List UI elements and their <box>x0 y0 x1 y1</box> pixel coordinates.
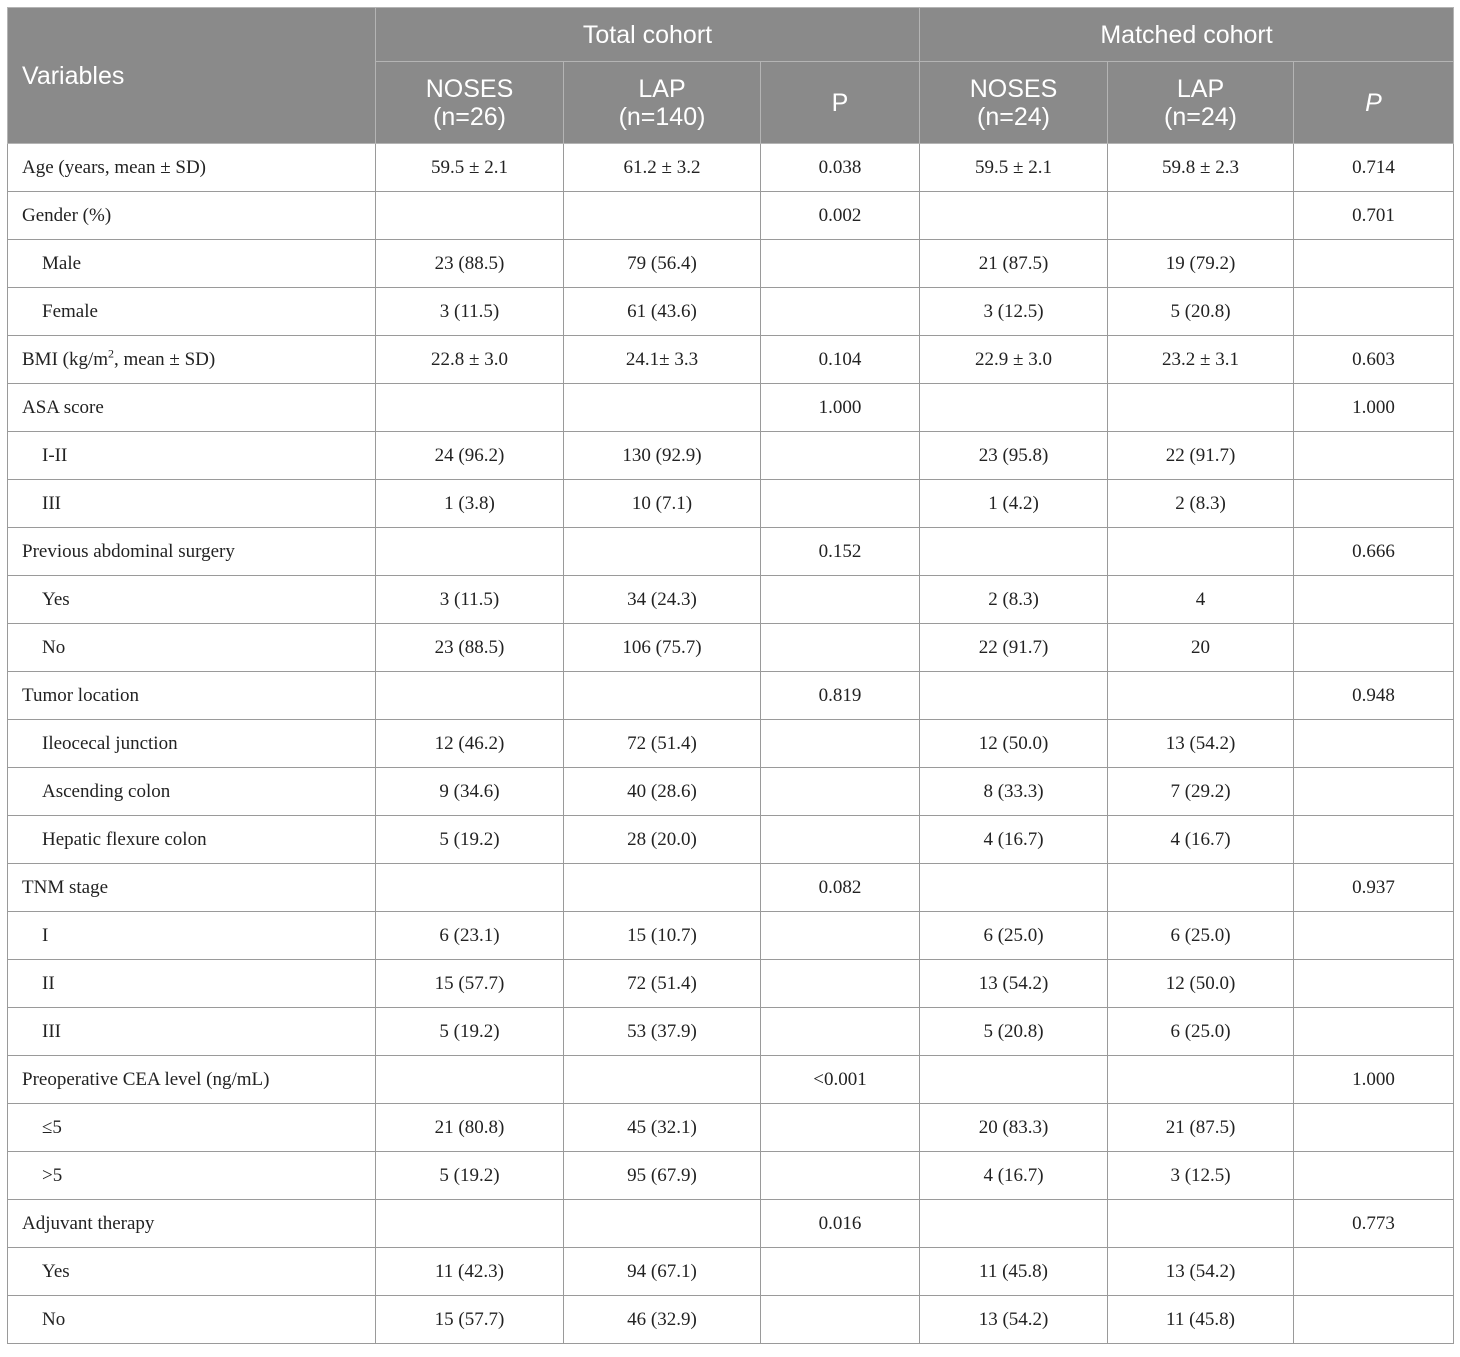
cell-total-p: 1.000 <box>761 384 920 432</box>
header-total-lap <box>564 62 761 144</box>
cell-matched-lap: 6 (25.0) <box>1108 912 1294 960</box>
cell-total-lap <box>564 672 761 720</box>
cell-matched-lap: 12 (50.0) <box>1108 960 1294 1008</box>
cell-matched-noses <box>920 672 1108 720</box>
cell-matched-lap: 4 <box>1108 576 1294 624</box>
table-row <box>8 576 1454 624</box>
cell-total-lap: 46 (32.9) <box>564 1296 761 1344</box>
table-row <box>8 192 1454 240</box>
cell-total-noses <box>376 1200 564 1248</box>
cell-total-p <box>761 1008 920 1056</box>
cell-matched-lap <box>1108 1056 1294 1104</box>
cell-matched-noses: 21 (87.5) <box>920 240 1108 288</box>
row-label: Ileocecal junction <box>8 720 376 768</box>
cell-total-lap: 72 (51.4) <box>564 960 761 1008</box>
cell-matched-lap: 23.2 ± 3.1 <box>1108 336 1294 384</box>
row-label-superscript: 2 <box>108 346 115 361</box>
cell-matched-noses: 4 (16.7) <box>920 816 1108 864</box>
cell-total-noses: 21 (80.8) <box>376 1104 564 1152</box>
header-matched-p <box>1294 62 1454 144</box>
row-label: Tumor location <box>8 672 376 720</box>
row-label: Yes <box>8 1248 376 1296</box>
cell-matched-p <box>1294 432 1454 480</box>
cell-total-noses: 5 (19.2) <box>376 1008 564 1056</box>
row-label: Female <box>8 288 376 336</box>
table-row <box>8 1152 1454 1200</box>
header-matched-cohort: Matched cohort <box>920 8 1454 62</box>
table-row <box>8 1056 1454 1104</box>
cell-matched-noses: 1 (4.2) <box>920 480 1108 528</box>
row-label: Adjuvant therapy <box>8 1200 376 1248</box>
cell-matched-p <box>1294 912 1454 960</box>
header-line2: (n=26) <box>433 102 506 131</box>
cell-total-noses: 6 (23.1) <box>376 912 564 960</box>
header-line1: LAP <box>638 74 686 103</box>
table-row <box>8 672 1454 720</box>
table-row <box>8 240 1454 288</box>
table-row <box>8 1008 1454 1056</box>
cell-total-p <box>761 1248 920 1296</box>
cell-matched-noses: 22.9 ± 3.0 <box>920 336 1108 384</box>
cell-matched-lap: 6 (25.0) <box>1108 1008 1294 1056</box>
row-label: >5 <box>8 1152 376 1200</box>
cell-matched-noses: 23 (95.8) <box>920 432 1108 480</box>
table-row <box>8 432 1454 480</box>
cell-matched-p <box>1294 816 1454 864</box>
table-row <box>8 912 1454 960</box>
cell-total-noses <box>376 1056 564 1104</box>
header-total-cohort: Total cohort <box>376 8 920 62</box>
cell-matched-noses <box>920 1056 1108 1104</box>
table-row <box>8 528 1454 576</box>
cell-matched-p <box>1294 288 1454 336</box>
cell-matched-p: 0.948 <box>1294 672 1454 720</box>
row-label: Age (years, mean ± SD) <box>8 144 376 192</box>
cell-total-noses: 24 (96.2) <box>376 432 564 480</box>
header-variables: Variables <box>8 8 376 144</box>
header-line1: NOSES <box>425 74 514 103</box>
row-label: I <box>8 912 376 960</box>
cell-matched-lap <box>1108 864 1294 912</box>
cell-total-noses: 3 (11.5) <box>376 576 564 624</box>
row-label: I-II <box>8 432 376 480</box>
cell-total-lap <box>564 528 761 576</box>
cell-matched-lap <box>1108 528 1294 576</box>
cell-matched-p <box>1294 1296 1454 1344</box>
cell-total-lap: 15 (10.7) <box>564 912 761 960</box>
cell-total-lap: 53 (37.9) <box>564 1008 761 1056</box>
cell-matched-noses: 8 (33.3) <box>920 768 1108 816</box>
cell-matched-noses: 4 (16.7) <box>920 1152 1108 1200</box>
cell-total-lap: 61.2 ± 3.2 <box>564 144 761 192</box>
cell-total-lap: 61 (43.6) <box>564 288 761 336</box>
cell-total-noses <box>376 864 564 912</box>
cell-matched-p <box>1294 720 1454 768</box>
cell-total-lap <box>564 1056 761 1104</box>
cell-total-lap: 28 (20.0) <box>564 816 761 864</box>
cell-matched-noses: 20 (83.3) <box>920 1104 1108 1152</box>
cell-matched-noses <box>920 384 1108 432</box>
baseline-characteristics-table-container <box>7 7 1453 1344</box>
cell-total-p <box>761 1296 920 1344</box>
cell-matched-lap: 19 (79.2) <box>1108 240 1294 288</box>
cell-total-lap <box>564 864 761 912</box>
cell-matched-lap <box>1108 384 1294 432</box>
cell-total-p: <0.001 <box>761 1056 920 1104</box>
cell-total-p <box>761 432 920 480</box>
cell-total-p <box>761 288 920 336</box>
row-label: ≤5 <box>8 1104 376 1152</box>
cell-matched-noses: 6 (25.0) <box>920 912 1108 960</box>
cell-total-noses: 11 (42.3) <box>376 1248 564 1296</box>
cell-total-lap: 45 (32.1) <box>564 1104 761 1152</box>
header-matched-lap <box>1108 62 1294 144</box>
cell-total-noses: 1 (3.8) <box>376 480 564 528</box>
cell-total-p: 0.016 <box>761 1200 920 1248</box>
row-label: III <box>8 480 376 528</box>
cell-matched-p <box>1294 768 1454 816</box>
cell-total-p <box>761 1104 920 1152</box>
cell-matched-p <box>1294 960 1454 1008</box>
cell-matched-noses: 59.5 ± 2.1 <box>920 144 1108 192</box>
cell-total-noses: 23 (88.5) <box>376 624 564 672</box>
cell-total-p <box>761 240 920 288</box>
cell-total-lap: 130 (92.9) <box>564 432 761 480</box>
cell-matched-p <box>1294 576 1454 624</box>
table-row <box>8 864 1454 912</box>
cell-matched-p: 1.000 <box>1294 1056 1454 1104</box>
cell-matched-noses: 3 (12.5) <box>920 288 1108 336</box>
cell-total-p: 0.082 <box>761 864 920 912</box>
row-label: TNM stage <box>8 864 376 912</box>
cell-matched-p: 1.000 <box>1294 384 1454 432</box>
table-row <box>8 480 1454 528</box>
cell-matched-noses: 5 (20.8) <box>920 1008 1108 1056</box>
header-total-noses <box>376 62 564 144</box>
cell-matched-lap: 4 (16.7) <box>1108 816 1294 864</box>
cell-total-lap <box>564 384 761 432</box>
cell-matched-p: 0.701 <box>1294 192 1454 240</box>
cell-matched-p: 0.714 <box>1294 144 1454 192</box>
cell-total-noses: 12 (46.2) <box>376 720 564 768</box>
cell-matched-noses <box>920 864 1108 912</box>
cell-matched-lap: 3 (12.5) <box>1108 1152 1294 1200</box>
table-row <box>8 816 1454 864</box>
row-label: Hepatic flexure colon <box>8 816 376 864</box>
cell-total-noses: 9 (34.6) <box>376 768 564 816</box>
cell-matched-noses: 22 (91.7) <box>920 624 1108 672</box>
cell-total-p <box>761 576 920 624</box>
row-label-text: BMI (kg/m <box>22 348 109 370</box>
cell-total-noses <box>376 192 564 240</box>
cell-matched-lap <box>1108 192 1294 240</box>
cell-total-lap: 34 (24.3) <box>564 576 761 624</box>
cell-matched-p <box>1294 624 1454 672</box>
cell-total-lap: 72 (51.4) <box>564 720 761 768</box>
cell-matched-p <box>1294 1008 1454 1056</box>
row-label: Yes <box>8 576 376 624</box>
header-line2: (n=24) <box>1164 102 1237 131</box>
cell-matched-lap: 7 (29.2) <box>1108 768 1294 816</box>
table-row <box>8 1296 1454 1344</box>
cell-matched-lap <box>1108 1200 1294 1248</box>
row-label: III <box>8 1008 376 1056</box>
row-label: ASA score <box>8 384 376 432</box>
cell-matched-p <box>1294 480 1454 528</box>
cell-matched-lap: 5 (20.8) <box>1108 288 1294 336</box>
row-label: Male <box>8 240 376 288</box>
row-label <box>8 336 376 384</box>
cell-total-noses: 5 (19.2) <box>376 816 564 864</box>
cell-matched-lap: 13 (54.2) <box>1108 1248 1294 1296</box>
cell-matched-noses: 12 (50.0) <box>920 720 1108 768</box>
cell-total-p <box>761 720 920 768</box>
header-line2: (n=140) <box>618 102 706 131</box>
cell-matched-p: 0.666 <box>1294 528 1454 576</box>
row-label: Preoperative CEA level (ng/mL) <box>8 1056 376 1104</box>
cell-total-p: 0.002 <box>761 192 920 240</box>
baseline-characteristics-table <box>7 7 1454 1344</box>
cell-matched-lap <box>1108 672 1294 720</box>
cell-matched-lap: 11 (45.8) <box>1108 1296 1294 1344</box>
cell-total-noses: 23 (88.5) <box>376 240 564 288</box>
table-header <box>8 8 1454 144</box>
header-matched-noses <box>920 62 1108 144</box>
cell-total-p <box>761 960 920 1008</box>
table-row <box>8 1248 1454 1296</box>
header-row-groups <box>8 8 1454 62</box>
cell-matched-lap: 2 (8.3) <box>1108 480 1294 528</box>
row-label: Gender (%) <box>8 192 376 240</box>
header-line1: P <box>1365 88 1382 117</box>
cell-total-noses: 59.5 ± 2.1 <box>376 144 564 192</box>
cell-total-p <box>761 912 920 960</box>
header-line1: P <box>831 88 849 117</box>
table-row <box>8 720 1454 768</box>
cell-matched-p <box>1294 240 1454 288</box>
table-row <box>8 624 1454 672</box>
cell-total-lap: 40 (28.6) <box>564 768 761 816</box>
cell-total-lap: 106 (75.7) <box>564 624 761 672</box>
cell-matched-p: 0.603 <box>1294 336 1454 384</box>
cell-matched-lap: 59.8 ± 2.3 <box>1108 144 1294 192</box>
cell-total-p: 0.152 <box>761 528 920 576</box>
row-label-text: , mean ± SD) <box>114 348 216 370</box>
cell-total-noses <box>376 384 564 432</box>
cell-total-lap: 10 (7.1) <box>564 480 761 528</box>
cell-matched-noses: 13 (54.2) <box>920 1296 1108 1344</box>
table-row <box>8 384 1454 432</box>
cell-total-noses: 15 (57.7) <box>376 1296 564 1344</box>
cell-total-lap: 95 (67.9) <box>564 1152 761 1200</box>
row-label: No <box>8 624 376 672</box>
cell-total-noses <box>376 672 564 720</box>
cell-total-p <box>761 480 920 528</box>
header-total-p <box>761 62 920 144</box>
cell-total-noses: 3 (11.5) <box>376 288 564 336</box>
cell-total-lap: 94 (67.1) <box>564 1248 761 1296</box>
cell-total-p: 0.104 <box>761 336 920 384</box>
cell-total-p: 0.819 <box>761 672 920 720</box>
table-row <box>8 768 1454 816</box>
cell-matched-lap: 21 (87.5) <box>1108 1104 1294 1152</box>
header-line1: NOSES <box>969 74 1058 103</box>
cell-matched-lap: 13 (54.2) <box>1108 720 1294 768</box>
cell-total-p <box>761 816 920 864</box>
cell-total-lap <box>564 1200 761 1248</box>
table-row <box>8 1104 1454 1152</box>
table-row <box>8 960 1454 1008</box>
cell-matched-noses <box>920 1200 1108 1248</box>
cell-matched-noses: 13 (54.2) <box>920 960 1108 1008</box>
cell-matched-p: 0.937 <box>1294 864 1454 912</box>
row-label: II <box>8 960 376 1008</box>
header-line1: LAP <box>1176 74 1225 103</box>
cell-matched-lap: 20 <box>1108 624 1294 672</box>
row-label: Previous abdominal surgery <box>8 528 376 576</box>
cell-total-lap: 79 (56.4) <box>564 240 761 288</box>
cell-total-noses: 22.8 ± 3.0 <box>376 336 564 384</box>
cell-matched-p <box>1294 1152 1454 1200</box>
cell-total-noses: 15 (57.7) <box>376 960 564 1008</box>
cell-matched-noses: 2 (8.3) <box>920 576 1108 624</box>
cell-matched-p <box>1294 1104 1454 1152</box>
cell-total-lap <box>564 192 761 240</box>
row-label: Ascending colon <box>8 768 376 816</box>
table-row <box>8 1200 1454 1248</box>
table-row <box>8 336 1454 384</box>
header-line2: (n=24) <box>977 102 1050 131</box>
cell-matched-noses: 11 (45.8) <box>920 1248 1108 1296</box>
cell-total-p <box>761 768 920 816</box>
cell-matched-p: 0.773 <box>1294 1200 1454 1248</box>
cell-matched-noses <box>920 192 1108 240</box>
cell-matched-noses <box>920 528 1108 576</box>
cell-total-p <box>761 1152 920 1200</box>
cell-matched-p <box>1294 1248 1454 1296</box>
table-row <box>8 288 1454 336</box>
row-label: No <box>8 1296 376 1344</box>
table-body <box>8 144 1454 1344</box>
table-row <box>8 144 1454 192</box>
cell-matched-lap: 22 (91.7) <box>1108 432 1294 480</box>
cell-total-p: 0.038 <box>761 144 920 192</box>
cell-total-p <box>761 624 920 672</box>
cell-total-noses: 5 (19.2) <box>376 1152 564 1200</box>
cell-total-noses <box>376 528 564 576</box>
cell-total-lap: 24.1± 3.3 <box>564 336 761 384</box>
